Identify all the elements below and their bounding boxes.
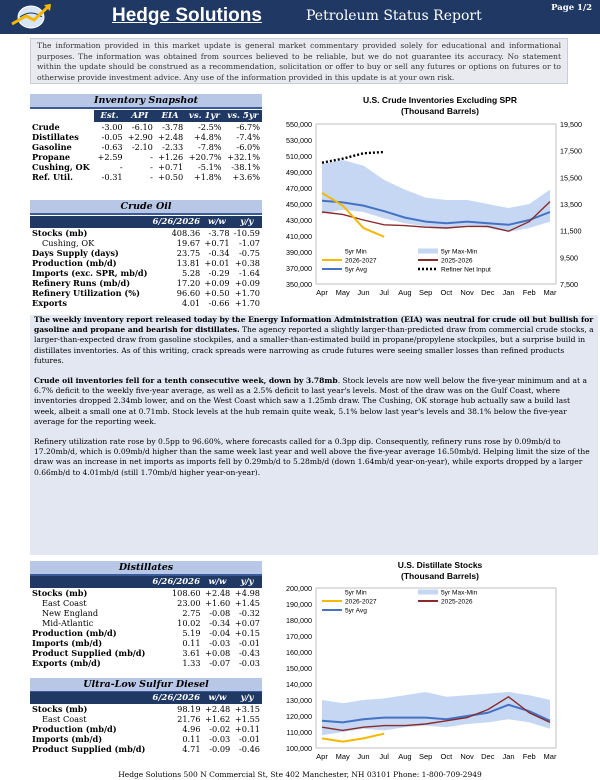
x-tick-label: Jul [379, 288, 389, 297]
cell-value: +1.70 [234, 298, 260, 308]
column-header [30, 216, 150, 228]
cell-value: +1.55 [234, 714, 260, 724]
legend-label: 5yr Max-Min [441, 248, 478, 256]
x-tick-label: Jan [502, 752, 515, 761]
market-commentary [30, 315, 598, 555]
distillate-chart-title [300, 560, 580, 582]
cell-value: 3.61 [182, 648, 201, 658]
y-tick-label: 530,000 [286, 136, 312, 145]
cell-value: +0.71 [204, 238, 230, 248]
cell-value: 17.20 [176, 278, 201, 288]
distillates-header-row [30, 576, 262, 588]
column-header: y/y [232, 692, 262, 704]
y-tick-label: 180,000 [286, 616, 312, 625]
y-tick-label: 120,000 [286, 712, 312, 721]
cell-value: -38.1% [231, 162, 260, 172]
row-label: Distillates [32, 132, 79, 142]
cell-value: -6.0% [236, 142, 260, 152]
inventory-row [30, 172, 262, 182]
cell-value: -0.03 [239, 658, 260, 668]
cell-value: -3.00 [101, 122, 123, 132]
cell-value: -10.59 [233, 228, 260, 238]
x-tick-label: Jun [357, 752, 370, 761]
legend-label: 2026-2027 [345, 598, 377, 606]
commentary-paragraph-3: Refinery utilization rate rose by 0.5pp to 96.60%, where forecasts called for a 0.3pp dip. Consequently, refinery runs rose by 0.09mb/d to 17.20mb/d, which is 0.09mb/d higher than the same week last year and well above the five-year average 16.50mb/d. Helping limit the size of the draw was an increase in net imports as imports fell by 0.29mb/d to 5.28mb/d (down 1.64mb/d year-on-year), while exports dropped by a larger 0.66mb/d to 4.01mb/d (still 1.70mb/d higher year-on-year). [34, 437, 590, 477]
cell-value: +1.62 [205, 714, 231, 724]
cell-value: -2.10 [131, 142, 153, 152]
inventory-section-title: Inventory Snapshot [30, 94, 262, 109]
cell-value: 408.36 [171, 228, 201, 238]
distillates-row [30, 648, 262, 658]
y2-tick-label: 15,500 [560, 173, 582, 183]
cell-value: -0.29 [208, 268, 230, 278]
cell-value: - [150, 162, 153, 172]
crude-row [30, 258, 262, 268]
cell-value: 19.67 [176, 238, 201, 248]
row-label: East Coast [42, 598, 87, 608]
page-number: Page 1/2 [551, 3, 592, 13]
distillate-stocks-chart [268, 582, 598, 768]
legend-label: 2025-2026 [441, 598, 473, 606]
x-tick-label: Jun [357, 288, 370, 297]
cell-value: -0.09 [209, 744, 231, 754]
distillate-chart-title-text: U.S. Distillate Stocks [397, 560, 483, 570]
commentary-crude-lead: Crude oil inventories fell for a tenth consecutive week, down by 3.78mb [34, 376, 338, 386]
cell-value: -0.01 [239, 734, 260, 744]
row-label: Cushing, OK [32, 162, 90, 172]
crude-chart-title-text: U.S. Crude Inventories Excluding SPR [363, 95, 517, 105]
cell-value: -0.34 [208, 248, 230, 258]
row-label: New England [42, 608, 99, 618]
cell-value: -7.8% [197, 142, 222, 152]
row-label: Production (mb/d) [32, 628, 117, 638]
x-tick-label: Sep [418, 288, 433, 297]
cell-value: - [150, 172, 153, 182]
cell-value: +0.01 [204, 258, 230, 268]
cell-value: +0.09 [204, 278, 230, 288]
row-label: Stocks (mb) [32, 228, 88, 238]
x-tick-label: Apr [316, 752, 328, 761]
ulsd-table [30, 692, 262, 754]
cell-value: -0.75 [239, 248, 260, 258]
cell-value: -0.07 [209, 658, 231, 668]
cell-value: +4.8% [193, 132, 222, 142]
y-tick-label: 490,000 [286, 168, 312, 177]
cell-value: 5.19 [182, 628, 201, 638]
cell-value: -0.63 [101, 142, 123, 152]
x-tick-label: Nov [460, 288, 474, 297]
report-title: Petroleum Status Report [306, 8, 482, 24]
crude-row [30, 228, 262, 238]
cell-value: -0.46 [239, 744, 260, 754]
cell-value: -2.5% [197, 122, 222, 132]
cell-value: -0.02 [209, 724, 231, 734]
cell-value: -0.32 [239, 608, 260, 618]
cell-value: +0.08 [205, 648, 231, 658]
cell-value: 4.01 [182, 298, 201, 308]
cell-value: -0.34 [209, 618, 231, 628]
crude-header-row [30, 216, 262, 228]
cell-value: -7.4% [236, 132, 260, 142]
x-tick-label: Dec [481, 752, 495, 761]
cell-value: +0.50 [204, 288, 230, 298]
y2-tick-label: 7,500 [560, 280, 578, 289]
x-tick-label: Mar [543, 752, 557, 761]
ulsd-section-title: Ultra-Low Sulfur Diesel [30, 678, 262, 693]
column-header: Est. [94, 110, 124, 122]
cell-value: -0.31 [101, 172, 123, 182]
cell-value: +20.7% [188, 152, 222, 162]
commentary-lead: The weekly inventory report released today by the Energy Information Administration (EIA) was neutral for crude oil but bullish for gasoline and propane and bearish for distillates. [34, 315, 594, 335]
disclaimer: The information provided in this market update is general market commentary provided solely for educational and informational purposes. The information was obtained from sources believed to be reliable, but we do not guarantee its accuracy. No statement within the update should be construed as a recommendation, solicitation or offer to buy or sell any futures or options on futures or to otherwise provide investment advice. Any use of the information provided in this update is at your own risk. [30, 38, 568, 84]
cell-value: -0.05 [101, 132, 123, 142]
ulsd-row [30, 734, 262, 744]
ulsd-row [30, 724, 262, 734]
crude-chart-subtitle: (Thousand Barrels) [401, 106, 479, 116]
column-header: vs. 1yr [185, 110, 223, 122]
distillates-row [30, 608, 262, 618]
distillates-table [30, 576, 262, 668]
row-label: Crude [32, 122, 60, 132]
cell-value: -2.33 [162, 142, 184, 152]
distillates-section-title: Distillates [30, 561, 262, 576]
y-tick-label: 170,000 [286, 632, 312, 641]
crude-row [30, 298, 262, 308]
cell-value: +1.45 [234, 598, 260, 608]
ulsd-row [30, 714, 262, 724]
y-tick-label: 550,000 [286, 120, 312, 129]
ulsd-row [30, 744, 262, 754]
row-label: Product Supplied (mb/d) [32, 648, 146, 658]
y-tick-label: 410,000 [286, 232, 312, 241]
column-header: 6/26/2026 [150, 216, 202, 228]
y2-tick-label: 19,500 [560, 120, 582, 129]
x-tick-label: Jul [379, 752, 389, 761]
cell-value: +2.48 [205, 704, 231, 714]
cell-value: +3.15 [234, 704, 260, 714]
y2-tick-label: 9,500 [560, 253, 578, 263]
crude-row [30, 278, 262, 288]
y-tick-label: 110,000 [286, 728, 312, 737]
y-tick-label: 450,000 [286, 200, 312, 209]
crude-row [30, 248, 262, 258]
cell-value: -0.43 [239, 648, 260, 658]
cell-value: +2.48 [158, 132, 184, 142]
column-header: 6/26/2026 [150, 692, 203, 704]
cell-value: -0.08 [209, 608, 231, 618]
cell-value: +1.8% [193, 172, 222, 182]
cell-value: -3.78 [208, 228, 230, 238]
x-tick-label: Feb [522, 752, 536, 761]
x-tick-label: May [335, 752, 350, 761]
distillates-row [30, 588, 262, 598]
cell-value: +2.90 [127, 132, 153, 142]
x-tick-label: Feb [522, 288, 536, 297]
distillates-row [30, 658, 262, 668]
y-tick-label: 510,000 [286, 152, 312, 161]
y-tick-label: 150,000 [286, 664, 312, 673]
row-label: Imports (exc. SPR, mb/d) [32, 268, 148, 278]
row-label: Imports (mb/d) [32, 638, 103, 648]
y-tick-label: 190,000 [286, 600, 312, 609]
cell-value: +1.26 [158, 152, 184, 162]
row-label: Production (mb/d) [32, 724, 117, 734]
cell-value: 4.96 [182, 724, 201, 734]
distillates-row [30, 638, 262, 648]
cell-value: 0.11 [182, 638, 201, 648]
cell-value: - [150, 152, 153, 162]
inventory-row [30, 142, 262, 152]
y-tick-label: 370,000 [286, 264, 312, 273]
row-label: East Coast [42, 714, 87, 724]
legend-label: 5yr Avg [345, 607, 367, 615]
column-header: vs. 5yr [224, 110, 262, 122]
ulsd-row [30, 704, 262, 714]
cell-value: 96.60 [176, 288, 201, 298]
header-bar [0, 0, 600, 34]
x-tick-label: Mar [543, 288, 557, 297]
crude-chart-title [300, 95, 580, 117]
cell-value: 98.19 [177, 704, 201, 714]
cell-value: 23.00 [177, 598, 201, 608]
row-label: Refinery Runs (mb/d) [32, 278, 131, 288]
cell-value: +1.60 [205, 598, 231, 608]
x-tick-label: Aug [398, 752, 412, 761]
crude-table [30, 216, 262, 308]
column-header: y/y [232, 576, 262, 588]
globe-logo-icon [10, 2, 52, 30]
legend-label: 2025-2026 [441, 257, 473, 265]
row-label: Days Supply (days) [32, 248, 119, 258]
row-label: Cushing, OK [42, 238, 95, 248]
row-label: Stocks (mb) [32, 704, 88, 714]
brand-name[interactable]: Hedge Solutions [112, 5, 262, 26]
cell-value: +0.11 [234, 724, 260, 734]
cell-value: +32.1% [227, 152, 260, 162]
x-tick-label: May [335, 288, 350, 297]
cell-value: -3.78 [162, 122, 184, 132]
column-header: API [125, 110, 155, 122]
cell-value: - [119, 162, 123, 172]
row-label: Exports (mb/d) [32, 658, 101, 668]
cell-value: -1.64 [239, 268, 260, 278]
column-header [30, 110, 94, 122]
inventory-row [30, 132, 262, 142]
crude-row [30, 268, 262, 278]
row-label: Imports (mb/d) [32, 734, 103, 744]
y-tick-label: 390,000 [286, 248, 312, 257]
x-tick-label: Apr [316, 288, 328, 297]
inventory-table [30, 110, 262, 182]
y-tick-label: 430,000 [286, 216, 312, 225]
distillates-row [30, 598, 262, 608]
x-tick-label: Sep [418, 752, 433, 761]
column-header: 6/26/2026 [150, 576, 203, 588]
distillates-row [30, 628, 262, 638]
row-label: Exports [32, 298, 68, 308]
cell-value: +2.48 [205, 588, 231, 598]
cell-value: -0.03 [209, 638, 231, 648]
cell-value: -1.07 [239, 238, 260, 248]
inventory-row [30, 152, 262, 162]
cell-value: 23.75 [176, 248, 201, 258]
column-header: w/w [203, 576, 233, 588]
x-tick-label: Jan [502, 288, 515, 297]
cell-value: +0.71 [158, 162, 184, 172]
commentary-text-1: The agency reported a slightly larger-than-predicted draw from commercial crude stocks, a larger-than-expected draw from gasoline stockpiles, and a smaller-than-estimated build in propane/propylene stockpiles, but a surprise build in distillates inventories. As of this writing, crack spreads were narrowing as crude futures were seeing smaller losses than refined products futures. [34, 325, 594, 365]
cell-value: +2.59 [97, 152, 123, 162]
row-label: Propane [32, 152, 71, 162]
row-label: Gasoline [32, 142, 72, 152]
cell-value: 5.28 [182, 268, 201, 278]
cell-value: -0.04 [209, 628, 231, 638]
inventory-row [30, 162, 262, 172]
cell-value: -0.03 [209, 734, 231, 744]
ulsd-header-row [30, 692, 262, 704]
cell-value: 13.81 [176, 258, 201, 268]
column-header: EIA [155, 110, 185, 122]
cell-value: +3.6% [232, 172, 260, 182]
column-header: w/w [202, 216, 231, 228]
y-tick-label: 130,000 [286, 696, 312, 705]
cell-value: 1.33 [182, 658, 201, 668]
y-tick-label: 200,000 [286, 584, 312, 593]
cell-value: +0.15 [234, 628, 260, 638]
x-tick-label: Aug [398, 288, 412, 297]
cell-value: 10.02 [177, 618, 201, 628]
cell-value: -0.66 [208, 298, 230, 308]
cell-value: +0.38 [234, 258, 260, 268]
y-tick-label: 470,000 [286, 184, 312, 193]
cell-value: +1.70 [234, 288, 260, 298]
cell-value: +0.07 [234, 618, 260, 628]
column-header: y/y [232, 216, 262, 228]
row-label: Product Supplied (mb/d) [32, 744, 146, 754]
y-tick-label: 160,000 [286, 648, 312, 657]
legend-label: 2026-2027 [345, 257, 377, 265]
x-tick-label: Oct [440, 752, 453, 761]
cell-value: -0.01 [239, 638, 260, 648]
row-label: Refinery Utilization (%) [32, 288, 140, 298]
crude-section-title: Crude Oil [30, 200, 262, 215]
y-tick-label: 140,000 [286, 680, 312, 689]
x-tick-label: Dec [481, 288, 495, 297]
cell-value: +0.50 [158, 172, 184, 182]
cell-value: +4.98 [234, 588, 260, 598]
distillate-chart-subtitle: (Thousand Barrels) [401, 571, 479, 581]
row-label: Ref. Util. [32, 172, 73, 182]
commentary-text-2: . Stock levels are now well below the five-year minimum and at a 6.7% deficit to the weekly five-year average, as well as a 2.5% deficit to last year's levels. Most of the draw was on the Gulf Coast, where inventories dropped 2.34mb lower, and on the West Coast which saw a 1.25mb draw. The Cushing, OK storage hub actually saw a build last week, albeit a small one at 0.71mb. Stock levels at the hub remain quite weak, 5.1% below last year's levels and 38.1% below the five-year average for the reporting week. [34, 376, 587, 426]
crude-row [30, 288, 262, 298]
cell-value: -6.10 [131, 122, 153, 132]
cell-value: -6.7% [236, 122, 260, 132]
x-tick-label: Oct [440, 288, 453, 297]
y2-tick-label: 17,500 [560, 146, 582, 156]
cell-value: 2.75 [182, 608, 201, 618]
commentary-paragraph-1 [34, 315, 594, 366]
y2-tick-label: 13,500 [560, 200, 582, 209]
cell-value: 0.11 [182, 734, 201, 744]
cell-value: +0.09 [234, 278, 260, 288]
legend-label: Refiner Net Input [441, 266, 491, 274]
row-label: Stocks (mb) [32, 588, 88, 598]
legend-label: 5yr Min [345, 589, 367, 597]
commentary-paragraph-2 [34, 376, 594, 427]
y2-tick-label: 11,500 [560, 226, 582, 236]
distillates-row [30, 618, 262, 628]
y-tick-label: 350,000 [286, 280, 312, 289]
cell-value: -5.1% [197, 162, 222, 172]
inventory-row [30, 122, 262, 132]
cell-value: 4.71 [182, 744, 201, 754]
footer-contact: Hedge Solutions 500 N Commercial St, Ste 402 Manchester, NH 03101 Phone: 1-800-709-2949 [118, 770, 482, 779]
y-tick-label: 100,000 [286, 744, 312, 753]
crude-row [30, 238, 262, 248]
row-label: Mid-Atlantic [42, 618, 94, 628]
row-label: Production (mb/d) [32, 258, 117, 268]
x-tick-label: Nov [460, 752, 474, 761]
legend-label: 5yr Avg [345, 266, 367, 274]
column-header [30, 692, 150, 704]
legend-label: 5yr Max-Min [441, 589, 478, 597]
column-header: w/w [203, 692, 233, 704]
inventory-header-row [30, 110, 262, 122]
legend-label: 5yr Min [345, 248, 367, 256]
cell-value: 108.60 [171, 588, 201, 598]
column-header [30, 576, 150, 588]
cell-value: 21.76 [177, 714, 201, 724]
crude-inventory-chart [268, 118, 598, 304]
